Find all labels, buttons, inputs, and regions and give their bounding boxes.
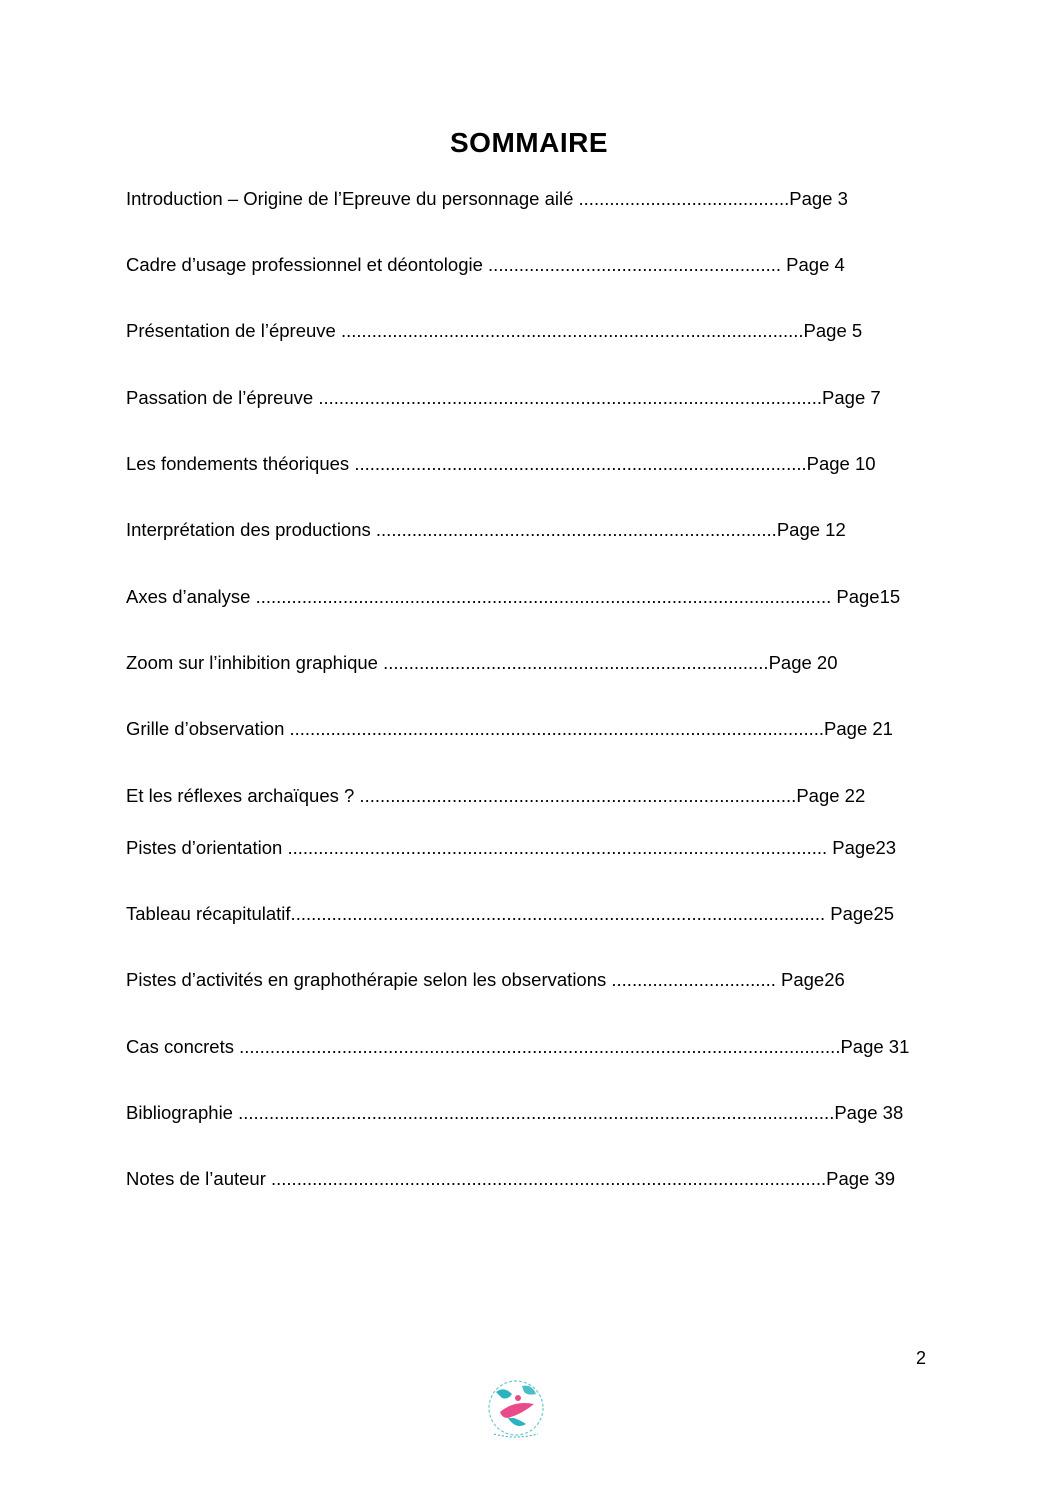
toc-entry: Présentation de l’épreuve ..........................................................................................Page 5	[126, 320, 863, 341]
toc-entry: Et les réflexes archaïques ? .....................................................................................Page 22	[126, 785, 866, 806]
toc-entry: Cadre d’usage professionnel et déontologie ......................................................... Page 4	[126, 254, 845, 275]
toc-entry: Cas concrets .....................................................................................................................Page 31	[126, 1036, 910, 1057]
toc-entry: Interprétation des productions ..............................................................................Page 12	[126, 519, 846, 540]
toc-entry: Introduction – Origine de l’Epreuve du personnage ailé .........................................Page 3	[126, 188, 848, 209]
toc-entry: Tableau récapitulatif........................................................................................................ Page25	[126, 903, 895, 924]
toc-entry: Grille d’observation ........................................................................................................Page 21	[126, 718, 893, 739]
toc-entry: Les fondements théoriques ........................................................................................Page 10	[126, 453, 876, 474]
toc-entry: Bibliographie ....................................................................................................................Page 38	[126, 1102, 904, 1123]
toc-entry: Zoom sur l’inhibition graphique ...........................................................................Page 20	[126, 652, 838, 673]
page-title: SOMMAIRE	[450, 127, 608, 158]
toc-entry: Pistes d’orientation ......................................................................................................... Page23	[126, 837, 897, 858]
toc-entry: Notes de l’auteur ............................................................................................................Page 39	[126, 1168, 896, 1189]
toc-entry: Pistes d’activités en graphothérapie selon les observations ................................ Page26	[126, 969, 845, 990]
toc-entry: Passation de l’épreuve ..................................................................................................Page 7	[126, 387, 881, 408]
toc-entry: Axes d’analyse ................................................................................................................ Page15	[126, 586, 901, 607]
winged-figure-logo-icon	[478, 1374, 554, 1444]
page-number: 2	[916, 1348, 927, 1368]
